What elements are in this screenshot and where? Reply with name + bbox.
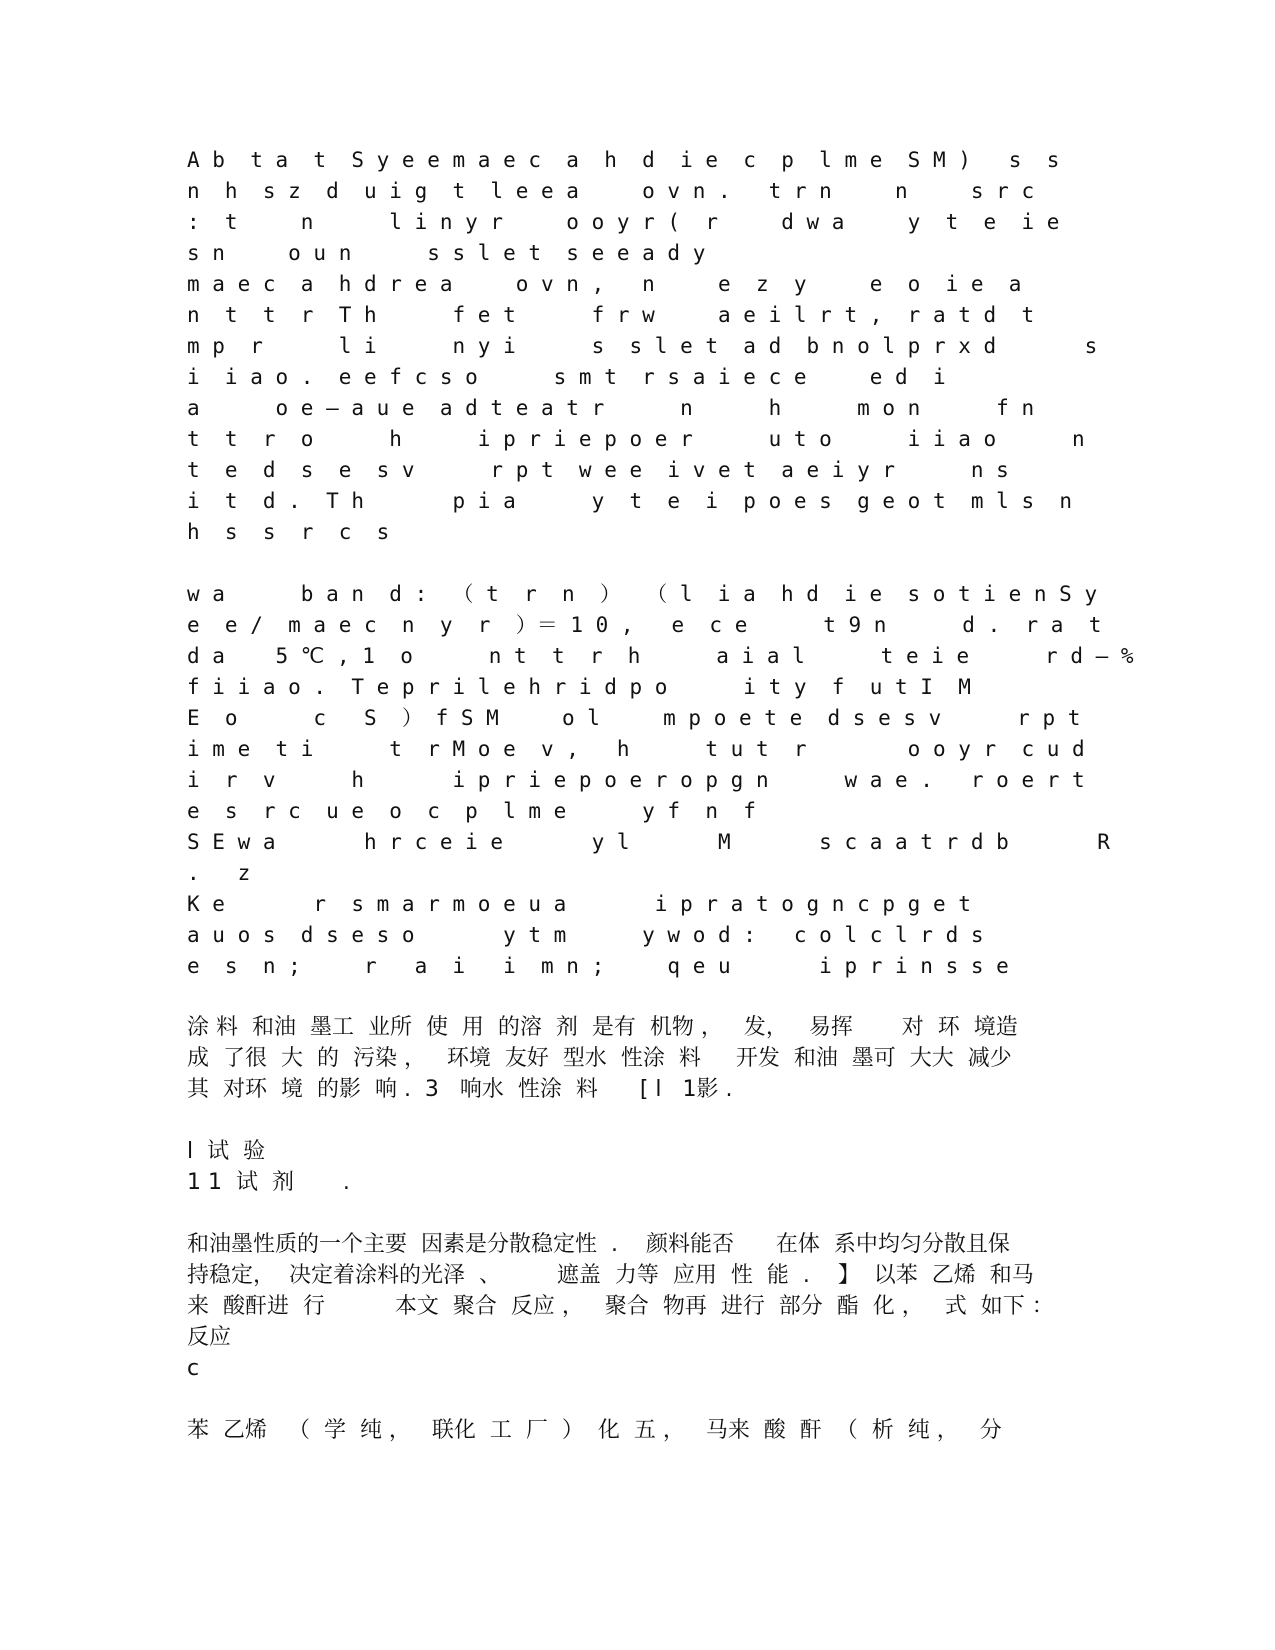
abstract-line: n h s z d u i g t l e e a o v n . t r n n s r c xyxy=(187,179,1035,203)
abstract-line: m a e c a h d r e a o v n , n e z y e o i e a xyxy=(187,272,1022,296)
keywords-line: e e / m a e c n y r ）＝ 1 0 , e c e t 9 n d . r a t xyxy=(187,613,1102,637)
reagent-line: 苯 乙烯 （ 学 纯 ， 联化 工 厂 ） 化 五 ， 马来 酸 酐 （ 析 纯 ， 分 xyxy=(187,1418,1002,1443)
keywords-line: . z xyxy=(187,861,251,885)
abstract-line: : t n l i n y r o o y r ( r d w a y t e i e xyxy=(187,210,1060,234)
abstract-line: h s s r c s xyxy=(187,520,390,544)
body-line: 来 酸酐进 行 本文 聚合 反应 ， 聚合 物再 进行 部分 酯 化 ， 式 如下 ： xyxy=(187,1294,1054,1319)
intro-line: 成 了很 大 的 污染 ， 环境 友好 型水 性涂 料 开发 和油 墨可 大大 减少 xyxy=(187,1046,1012,1071)
body-line: 和油墨性质的一个主要 因素是分散稳定性 . 颜料能否 在体 系中均匀分散且保 xyxy=(187,1232,1010,1257)
keywords-line: f i i a o . T e p r i l e h r i d p o i t y f u t I M xyxy=(187,675,971,699)
intro-line: 涂 料 和油 墨工 业所 使 用 的溶 剂 是有 机物 ， 发， 易挥 对 环 境造 xyxy=(187,1015,1018,1040)
keywords-line: i r v h i p r i e p o e r o p g n w a e . r o e r t xyxy=(187,768,1085,792)
keywords-line: K e r s m a r m o e u a i p r a t o g n c p g e t xyxy=(187,892,971,916)
keywords-line: w a b a n d : （ t r n ） （ l i a h d i e s o t i e n S y xyxy=(187,582,1098,606)
keywords-line: S E w a h r c e i e y l M s c a a t r d b R xyxy=(187,830,1110,854)
section-heading: l 试 验 xyxy=(187,1139,266,1164)
abstract-line: n t t r T h f e t f r w a e i l r t , r a t d t xyxy=(187,303,1035,327)
keywords-line: E o c S ） f S M o l m p o e t e d s e s v r p t xyxy=(187,706,1081,730)
keywords-line: a u o s d s e s o y t m y w o d : c o l c l r d s xyxy=(187,923,984,947)
abstract-line: t t r o h i p r i e p o e r u t o i i a o n xyxy=(187,427,1085,451)
abstract-line: A b t a t S y e e m a e c a h d i e c p l m e S M ) s s xyxy=(187,148,1060,172)
intro-line: 其 对环 境 的影 响 . 3 响水 性涂 料 [ l 1影 . xyxy=(187,1077,733,1102)
body-line: 反应 xyxy=(187,1325,232,1350)
abstract-line: s n o u n s s l e t s e e a d y xyxy=(187,241,706,265)
abstract-line: i t d . T h p i a y t e i p o e s g e o t m l s n xyxy=(187,489,1073,513)
body-line: c xyxy=(187,1356,200,1381)
abstract-line: a o e — a u e a d t e a t r n h m o n f n xyxy=(187,396,1035,420)
keywords-line: e s r c u e o c p l m e y f n f xyxy=(187,799,756,823)
keywords-line: d a 5 ℃ , 1 o n t t r h a i a l t e i e r d — % xyxy=(187,644,1134,668)
keywords-line: i m e t i t r M o e v , h t u t r o o y r c u d xyxy=(187,737,1085,761)
abstract-line: i i a o . e e f c s o s m t r s a i e c e e d i xyxy=(187,365,946,389)
body-line: 持稳定， 决定着涂料的光泽 、 遮盖 力等 应用 性 能 . 】 以苯 乙烯 和马 xyxy=(187,1263,1034,1288)
abstract-line: m p r l i n y i s s l e t a d b n o l p r x d s xyxy=(187,334,1098,358)
abstract-line: t e d s e s v r p t w e e i v e t a e i y r n s xyxy=(187,458,1009,482)
keywords-line: e s n ; r a i i m n ; q e u i p r i n s s e xyxy=(187,954,1009,978)
subsection-heading: 1 1 试 剂 . xyxy=(187,1170,350,1195)
